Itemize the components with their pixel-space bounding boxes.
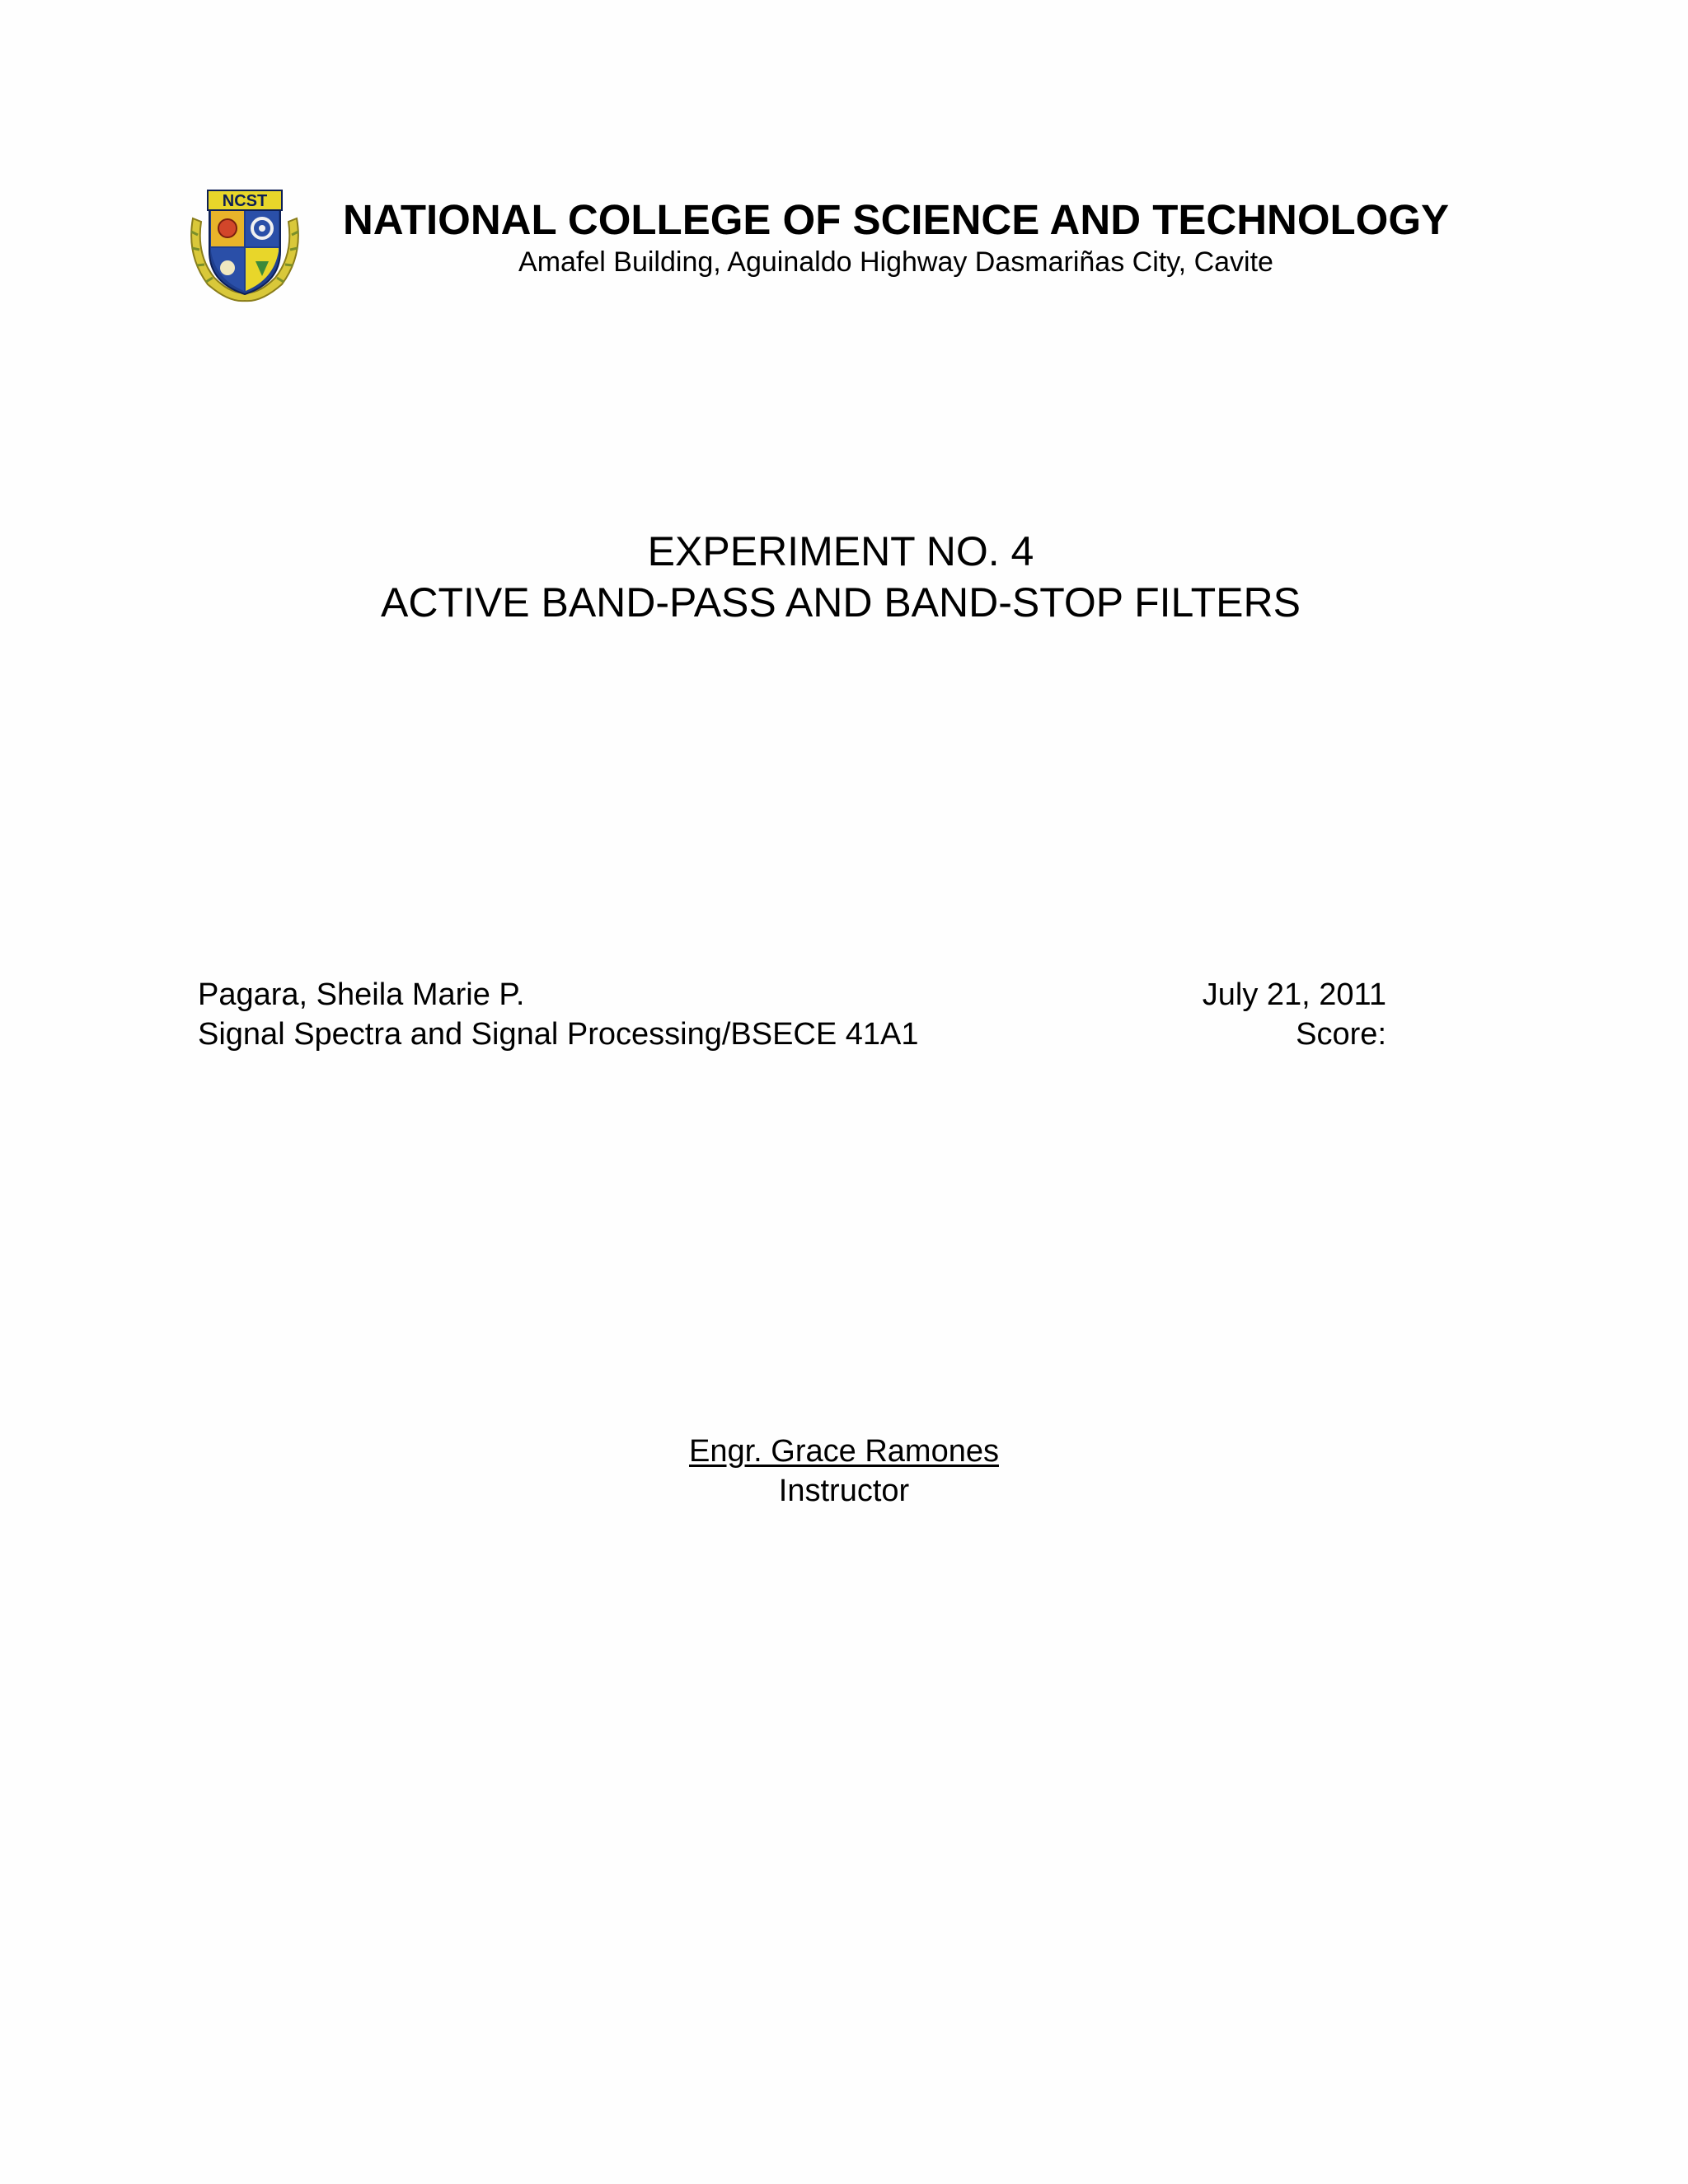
header bbox=[183, 185, 1469, 309]
student-name: Pagara, Sheila Marie P. bbox=[198, 977, 525, 1012]
submission-date: July 21, 2011 bbox=[1202, 977, 1386, 1012]
logo-banner bbox=[208, 190, 282, 210]
college-name: NATIONAL COLLEGE OF SCIENCE AND TECHNOLOGY bbox=[342, 196, 1450, 243]
submission-info bbox=[1137, 975, 1386, 1054]
score-label: Score: bbox=[1296, 1017, 1386, 1052]
experiment-number: EXPERIMENT NO. 4 bbox=[647, 528, 1034, 574]
instructor-role: Instructor bbox=[778, 1474, 910, 1508]
instructor-name: Engr. Grace Ramones bbox=[689, 1434, 999, 1469]
logo-banner-text: NCST bbox=[222, 192, 268, 210]
student-info bbox=[198, 975, 919, 1054]
experiment-title bbox=[247, 526, 1434, 628]
college-address: Amafel Building, Aguinaldo Highway Dasmariñas City, Cavite bbox=[518, 246, 1273, 278]
experiment-name: ACTIVE BAND-PASS AND BAND-STOP FILTERS bbox=[381, 579, 1301, 626]
course-section: Signal Spectra and Signal Processing/BSECE 41A1 bbox=[198, 1017, 919, 1052]
instructor-signature-block bbox=[514, 1432, 1174, 1511]
